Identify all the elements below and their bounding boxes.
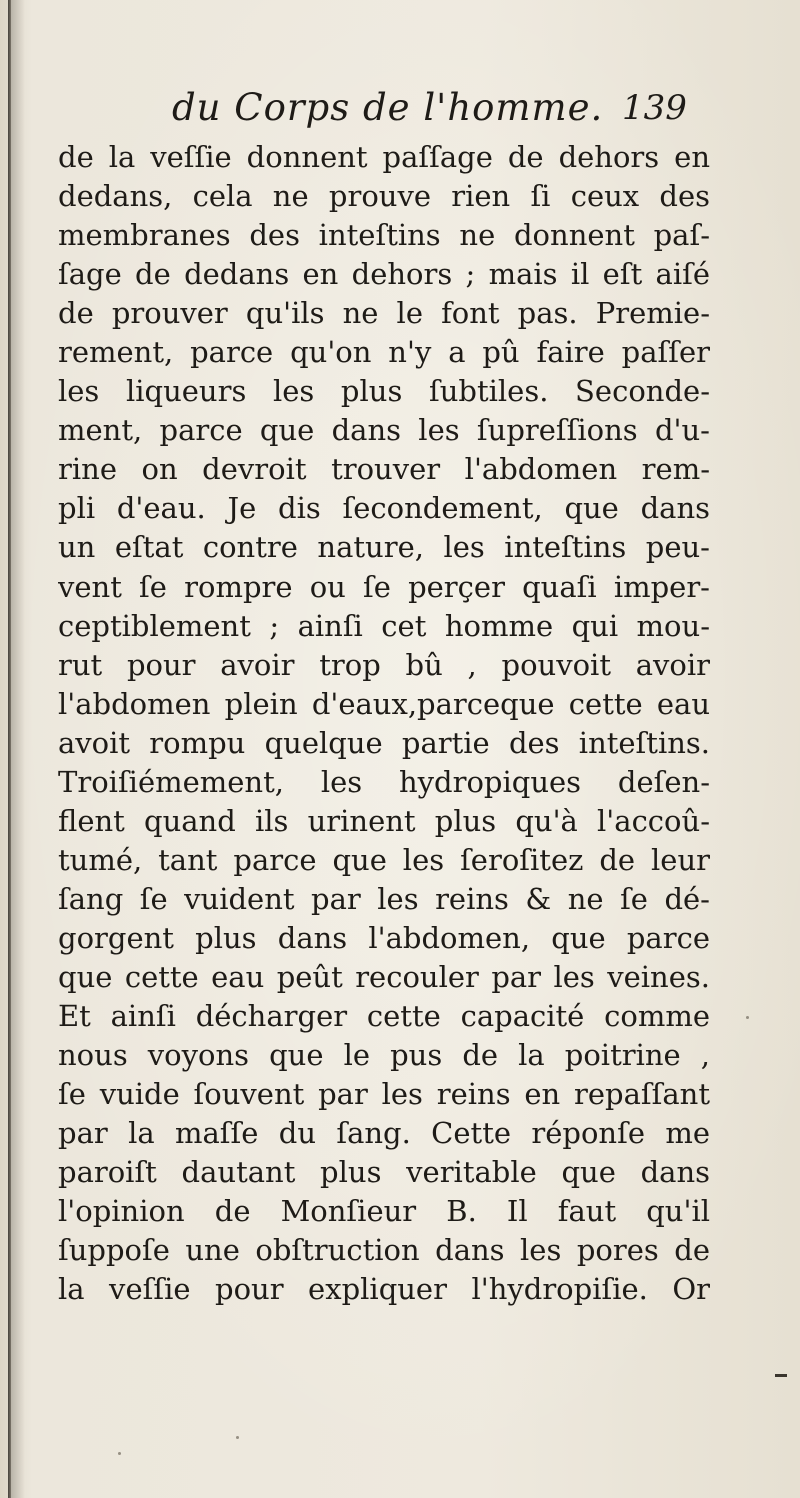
text-line: flent quand ils urinent plus qu'à l'accoû- [58,803,710,838]
text-line: nous voyons que le pus de la poitrine , [58,1038,710,1073]
paper-speck [236,1436,239,1439]
text-line: l'opinion de Monſieur B. Il faut qu'il [58,1194,710,1229]
text-line: avoit rompu quelque partie des inteſtins. [58,725,710,760]
text-line: ſuppoſe une obſtruction dans les pores de [58,1233,710,1268]
paper-speck [118,1452,121,1455]
text-line: que cette eau peût recouler par les veines. [58,959,710,994]
text-line: membranes des inteſtins ne donnent paſ- [58,218,710,253]
text-line: ſang ſe vuident par les reins & ne ſe dé- [58,881,710,916]
text-line: dedans, cela ne prouve rien ſi ceux des [58,179,710,214]
text-line: la veſſie pour expliquer l'hydropiſie. Or [58,1272,710,1307]
text-line: rut pour avoir trop bû , pouvoit avoir [58,647,710,682]
text-line: les liqueurs les plus ſubtiles. Seconde- [58,374,710,409]
spine-shadow [11,0,25,1498]
text-line: un eſtat contre nature, les inteſtins peu- [58,530,710,565]
text-line: paroiſt dautant plus veritable que dans [58,1155,710,1190]
page-header [0,80,800,136]
text-line: ſe vuide ſouvent par les reins en repaſſant [58,1077,710,1112]
text-line: rine on devroit trouver l'abdomen rem- [58,452,710,487]
margin-mark [775,1374,787,1377]
text-line: ceptiblement ; ainſi cet homme qui mou- [58,608,710,643]
text-line: rement, parce qu'on n'y a pû faire paſſer [58,335,710,370]
text-line: Troiſiémement, les hydropiques deſen- [58,764,710,799]
text-line: l'abdomen plein d'eaux,parceque cette eau [58,686,710,721]
text-line: gorgent plus dans l'abdomen, que parce [58,920,710,955]
text-line: ſage de dedans en dehors ; mais il eſt aiſé [58,257,710,292]
text-line: de prouver qu'ils ne le font pas. Premie- [58,296,710,331]
paper-speck [746,1016,749,1019]
text-line: Et ainſi décharger cette capacité comme [58,999,710,1034]
body-text [58,138,710,1309]
text-line: par la maſſe du ſang. Cette réponſe me [58,1116,710,1151]
text-line: de la veſſie donnent paſſage de dehors en [58,140,710,174]
text-line: ment, parce que dans les ſupreſſions d'u- [58,413,710,448]
text-line: tumé, tant parce que les ſeroſitez de leur [58,842,710,877]
text-line: vent ſe rompre ou ſe perçer quaſi imper- [58,569,710,604]
text-line: pli d'eau. Je dis ſecondement, que dans [58,491,710,526]
running-title: du Corps de l'homme. [172,86,604,129]
page-number: 139 [622,88,687,128]
